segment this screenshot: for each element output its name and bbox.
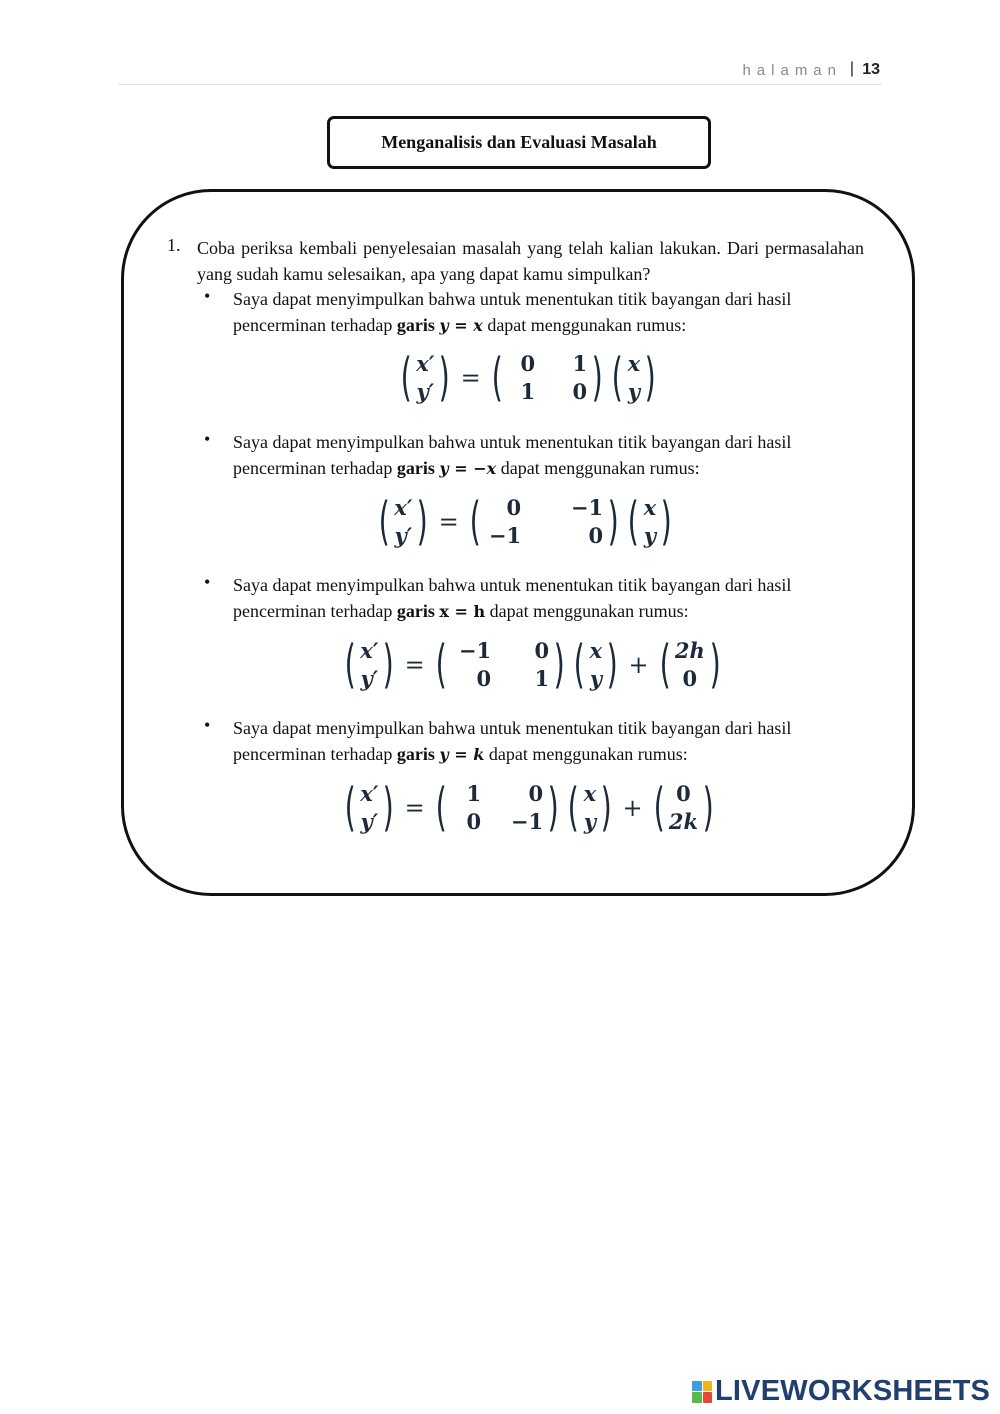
question-number: 1. xyxy=(167,235,181,255)
matrix-cell: 1 xyxy=(572,351,588,376)
right-paren: ) xyxy=(547,778,559,838)
left-paren: ( xyxy=(378,492,390,552)
vector-entry: x′ xyxy=(416,351,435,376)
formula-y-equals-x xyxy=(396,350,660,406)
line-equation: y = −x xyxy=(439,459,497,478)
left-paren: ( xyxy=(627,492,640,552)
translation-vector xyxy=(675,637,705,693)
bullet-text xyxy=(233,715,864,768)
matrix-cell: 0 xyxy=(466,809,482,834)
liveworksheets-logo xyxy=(692,1375,990,1408)
left-paren: ( xyxy=(653,778,665,838)
vector-right xyxy=(628,350,641,406)
garis-label: garis xyxy=(396,458,435,478)
right-paren: ) xyxy=(660,492,672,552)
matrix xyxy=(451,780,543,836)
formula-x-equals-h xyxy=(340,637,725,693)
vector-entry: 2h xyxy=(674,638,705,663)
matrix-cell: 1 xyxy=(466,781,482,806)
equals-sign: = xyxy=(460,364,481,392)
matrix-cell: 1 xyxy=(520,379,536,404)
matrix-cell: 1 xyxy=(534,666,550,691)
bullet-line: Saya dapat menyimpulkan bahwa untuk menentukan titik bayangan dari hasil xyxy=(233,575,792,595)
right-paren: ) xyxy=(553,635,565,695)
vector-entry: y xyxy=(589,666,603,691)
vector-entry: 2k xyxy=(668,809,699,834)
vector-entry: x′ xyxy=(360,781,379,806)
left-paren: ( xyxy=(491,348,503,408)
line-equation: y = x xyxy=(439,316,483,335)
right-paren: ) xyxy=(606,635,618,695)
right-paren: ) xyxy=(438,348,451,408)
matrix-cell: −1 xyxy=(458,638,492,663)
vector-right xyxy=(584,780,597,836)
vector-entry: 0 xyxy=(676,781,691,806)
matrix-cell: −1 xyxy=(570,495,604,520)
left-paren: ( xyxy=(567,778,580,838)
vector-entry: x′ xyxy=(360,638,379,663)
bullet-text xyxy=(233,429,864,482)
bullet-text xyxy=(233,572,864,625)
matrix-cell: 0 xyxy=(528,781,544,806)
matrix-cell: 0 xyxy=(572,379,588,404)
matrix xyxy=(451,637,549,693)
bullet-suffix: dapat menggunakan rumus: xyxy=(484,744,688,764)
vector-right xyxy=(590,637,603,693)
right-paren: ) xyxy=(416,492,429,552)
matrix-cell: 0 xyxy=(520,351,536,376)
plus-sign: + xyxy=(622,794,643,822)
bullet-marker: • xyxy=(204,429,211,449)
bullet-prefix: pencerminan terhadap xyxy=(233,458,397,478)
right-paren: ) xyxy=(702,778,714,838)
right-paren: ) xyxy=(591,348,603,408)
left-paren: ( xyxy=(400,348,412,408)
left-paren: ( xyxy=(435,778,447,838)
bullet-marker: • xyxy=(204,572,211,592)
bullet-suffix: dapat menggunakan rumus: xyxy=(496,458,700,478)
matrix-cell: 0 xyxy=(476,666,492,691)
page-label: halaman xyxy=(742,62,842,79)
vector-entry: x xyxy=(583,781,597,806)
bullet-prefix: pencerminan terhadap xyxy=(233,315,397,335)
page-separator: | xyxy=(849,60,854,77)
vector-left xyxy=(360,780,378,836)
left-paren: ( xyxy=(659,635,671,695)
vector-left xyxy=(360,637,378,693)
left-paren: ( xyxy=(344,635,356,695)
bullet-line: Saya dapat menyimpulkan bahwa untuk menentukan titik bayangan dari hasil xyxy=(233,718,792,738)
left-paren: ( xyxy=(344,778,356,838)
left-paren: ( xyxy=(573,635,586,695)
page-number: 13 xyxy=(862,61,880,78)
plus-sign: + xyxy=(628,651,649,679)
matrix xyxy=(485,494,603,550)
left-paren: ( xyxy=(611,348,624,408)
question-text: Coba periksa kembali penyelesaian masalah yang telah kalian lakukan. Dari permasalahan yang sudah kamu selesaikan, apa yang dapat kamu simpulkan? xyxy=(197,238,864,284)
bullet-marker: • xyxy=(204,715,211,735)
line-equation: y = k xyxy=(439,745,485,764)
equals-sign: = xyxy=(404,651,425,679)
vector-entry: y′ xyxy=(416,379,435,404)
right-paren: ) xyxy=(607,492,619,552)
right-paren: ) xyxy=(600,778,612,838)
vector-entry: x′ xyxy=(394,495,413,520)
left-paren: ( xyxy=(469,492,481,552)
equals-sign: = xyxy=(438,508,459,536)
vector-entry: x xyxy=(627,351,641,376)
logo-text: LIVEWORKSHEETS xyxy=(715,1375,991,1407)
garis-label: garis xyxy=(396,601,435,621)
bullet-line xyxy=(233,312,864,339)
section-title: Menganalisis dan Evaluasi Masalah xyxy=(327,116,711,169)
vector-right xyxy=(644,494,657,550)
left-paren: ( xyxy=(435,635,447,695)
right-paren: ) xyxy=(709,635,721,695)
line-equation: x = h xyxy=(439,602,486,621)
bullet-line xyxy=(233,741,864,768)
vector-entry: x xyxy=(589,638,603,663)
bullet-prefix: pencerminan terhadap xyxy=(233,601,397,621)
bullet-marker: • xyxy=(204,286,211,306)
bullet-text xyxy=(233,286,864,339)
vector-left xyxy=(416,350,434,406)
matrix-cell: 0 xyxy=(588,523,604,548)
right-paren: ) xyxy=(382,778,395,838)
bullet-line: Saya dapat menyimpulkan bahwa untuk menentukan titik bayangan dari hasil xyxy=(233,289,792,309)
bullet-line xyxy=(233,455,864,482)
matrix-cell: 0 xyxy=(534,638,550,663)
vector-entry: y′ xyxy=(394,523,413,548)
bullet-line xyxy=(233,598,864,625)
matrix xyxy=(507,350,587,406)
vector-entry: y xyxy=(627,379,641,404)
bullet-suffix: dapat menggunakan rumus: xyxy=(485,601,689,621)
bullet-line: Saya dapat menyimpulkan bahwa untuk menentukan titik bayangan dari hasil xyxy=(233,432,792,452)
vector-left xyxy=(394,494,412,550)
translation-vector xyxy=(669,780,698,836)
vector-entry: y′ xyxy=(360,666,379,691)
vector-entry: y xyxy=(643,523,657,548)
formula-y-equals-neg-x xyxy=(374,494,676,550)
vector-entry: 0 xyxy=(682,666,698,691)
vector-entry: y xyxy=(583,809,597,834)
garis-label: garis xyxy=(396,744,435,764)
right-paren: ) xyxy=(644,348,656,408)
right-paren: ) xyxy=(382,635,395,695)
bullet-suffix: dapat menggunakan rumus: xyxy=(482,315,687,335)
vector-entry: y′ xyxy=(360,809,379,834)
formula-y-equals-k xyxy=(340,780,718,836)
matrix-cell: −1 xyxy=(510,809,544,834)
equals-sign: = xyxy=(404,794,425,822)
matrix-cell: 0 xyxy=(506,495,522,520)
page-header xyxy=(118,54,882,85)
garis-label: garis xyxy=(396,315,435,335)
matrix-cell: −1 xyxy=(488,523,522,548)
vector-entry: x xyxy=(643,495,657,520)
bullet-prefix: pencerminan terhadap xyxy=(233,744,397,764)
logo-icon xyxy=(692,1381,712,1403)
